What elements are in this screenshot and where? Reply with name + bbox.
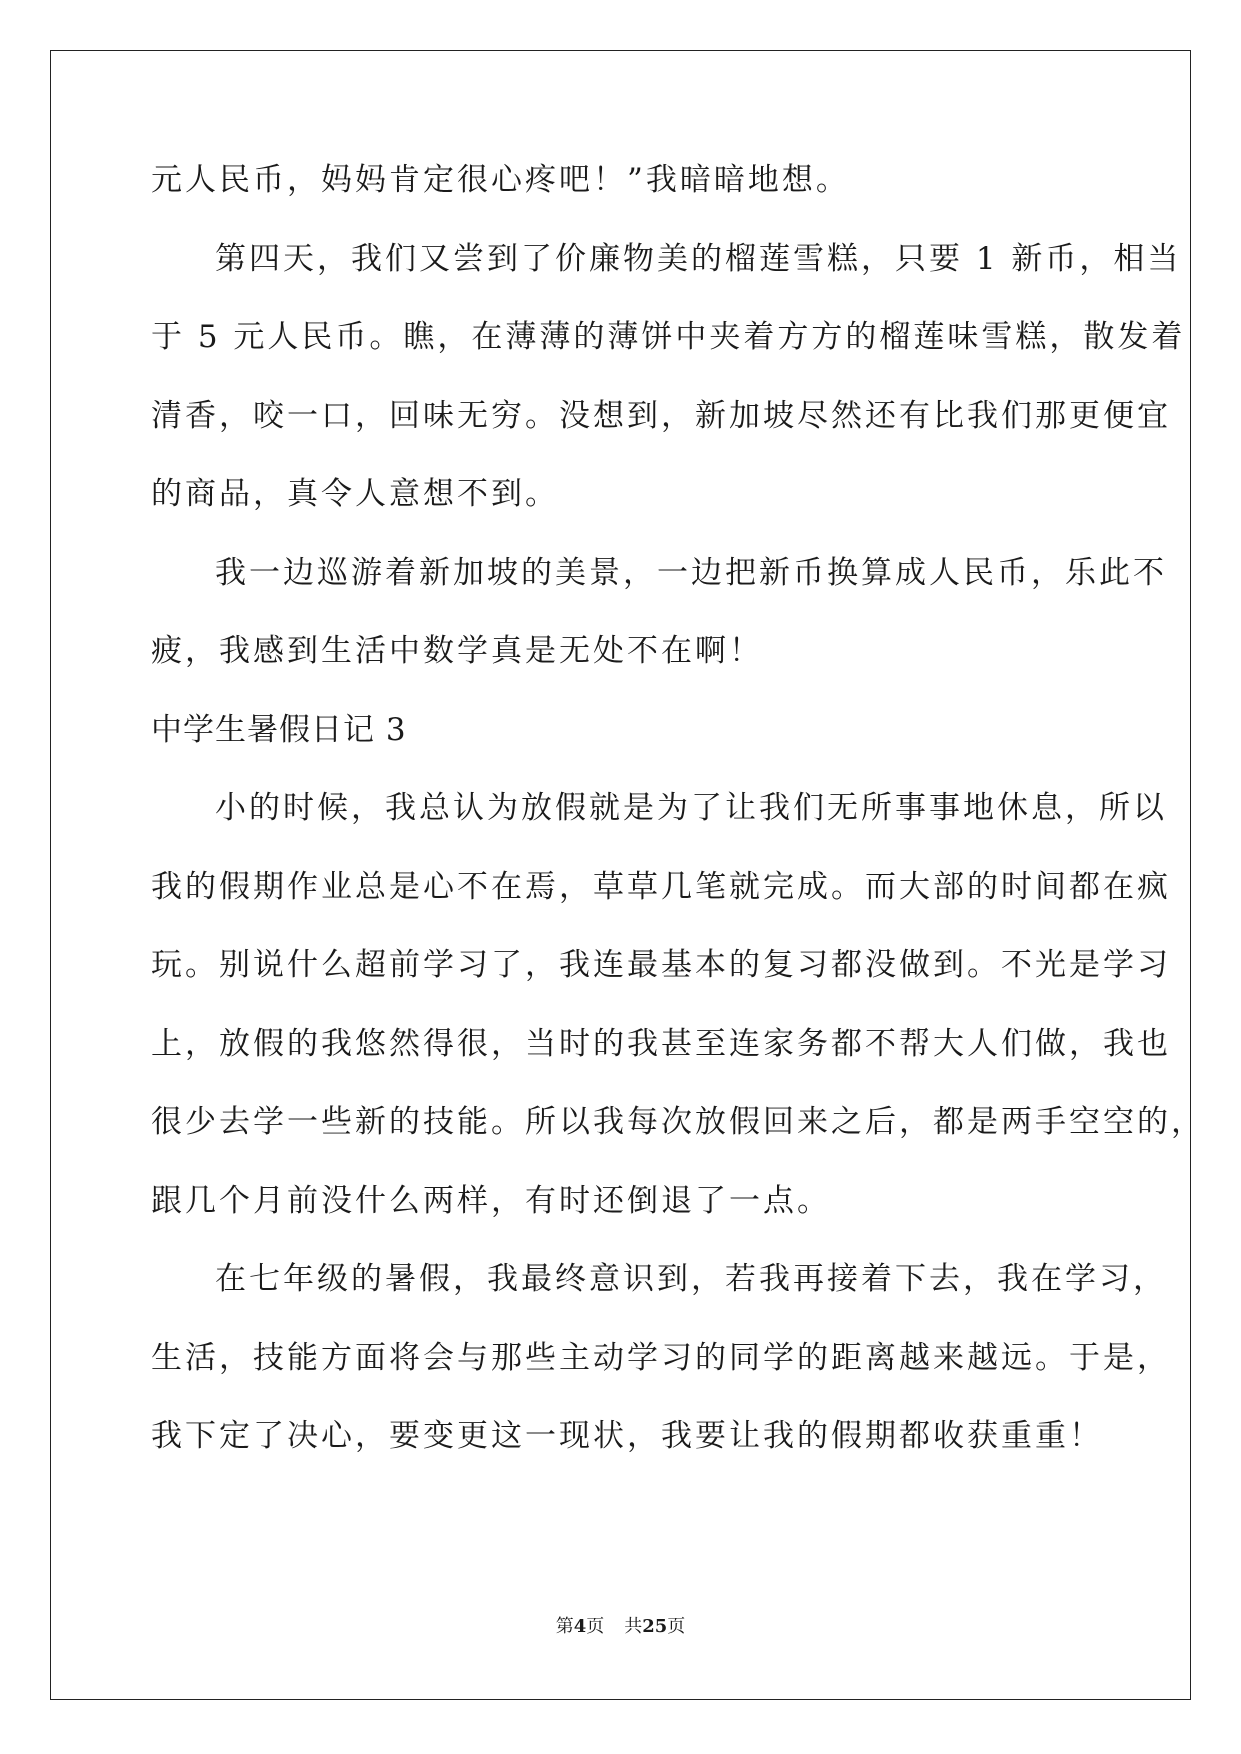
text-line: 上，放假的我悠然得很，当时的我甚至连家务都不帮大人们做，我也 bbox=[151, 1025, 1171, 1062]
document-body bbox=[151, 160, 1205, 1495]
text-line: 跟几个月前没什么两样，有时还倒退了一点。 bbox=[151, 1182, 831, 1219]
text-line: 我下定了决心，要变更这一现状，我要让我的假期都收获重重！ bbox=[151, 1418, 1103, 1454]
page-suffix: 页 bbox=[586, 1616, 605, 1637]
text-line: 元人民币，妈妈肯定很心疼吧！”我暗暗地想。 bbox=[151, 162, 850, 198]
page-footer bbox=[0, 1612, 1241, 1638]
text-line: 我一边巡游着新加坡的美景，一边把新币换算成人民币，乐此不 bbox=[215, 554, 1167, 591]
text-line: 我的假期作业总是心不在焉，草草几笔就完成。而大部的时间都在疯 bbox=[151, 868, 1171, 905]
section-heading: 中学生暑假日记 3 bbox=[151, 711, 407, 748]
text-line: 很少去学一些新的技能。所以我每次放假回来之后，都是两手空空的， bbox=[151, 1104, 1205, 1140]
text-line: 玩。别说什么超前学习了，我连最基本的复习都没做到。不光是学习 bbox=[151, 947, 1171, 983]
text-line: 于 5 元人民币。瞧，在薄薄的薄饼中夹着方方的榴莲味雪糕，散发着 bbox=[151, 319, 1186, 355]
page-prefix: 第 bbox=[555, 1616, 574, 1637]
text-line: 的商品，真令人意想不到。 bbox=[151, 476, 559, 512]
total-prefix: 共 bbox=[624, 1616, 643, 1637]
total-suffix: 页 bbox=[667, 1616, 686, 1637]
text-line: 小的时候，我总认为放假就是为了让我们无所事事地休息，所以 bbox=[215, 790, 1167, 826]
total-pages: 25 bbox=[642, 1616, 668, 1637]
page-number: 4 bbox=[573, 1616, 587, 1637]
text-line: 疲，我感到生活中数学真是无处不在啊！ bbox=[151, 633, 763, 669]
text-line: 在七年级的暑假，我最终意识到，若我再接着下去，我在学习， bbox=[215, 1261, 1167, 1297]
text-line: 清香，咬一口，回味无穷。没想到，新加坡尽然还有比我们那更便宜 bbox=[151, 397, 1171, 434]
text-line: 生活，技能方面将会与那些主动学习的同学的距离越来越远。于是， bbox=[151, 1339, 1171, 1376]
text-line: 第四天，我们又尝到了价廉物美的榴莲雪糕，只要 1 新币，相当 bbox=[215, 240, 1182, 277]
